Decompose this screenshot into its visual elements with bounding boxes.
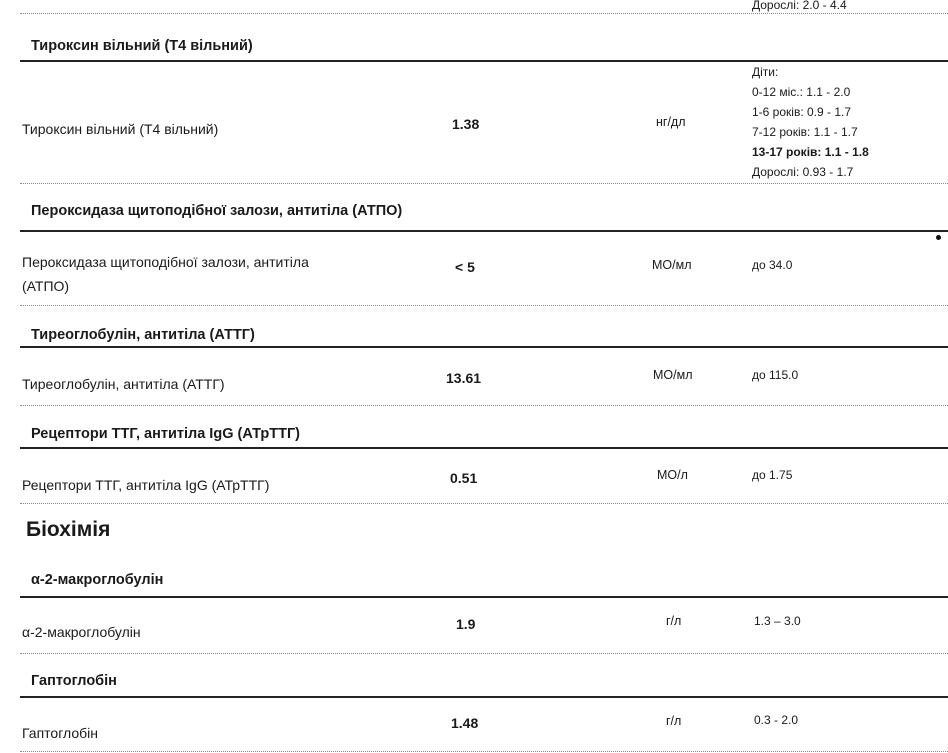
ref-line: 13-17 років: 1.1 - 1.8: [752, 145, 869, 159]
test-unit-haptoglobin: г/л: [666, 714, 682, 728]
reference-range-attg: до 115.0: [752, 368, 799, 382]
row-divider: [20, 305, 948, 306]
section-header-haptoglobin: Гаптоглобін: [31, 673, 117, 689]
row-divider: [20, 183, 948, 184]
ref-line: 7-12 років: 1.1 - 1.7: [752, 125, 858, 139]
reference-range-atpo: до 34.0: [752, 258, 793, 272]
test-unit-a2m: г/л: [666, 614, 682, 628]
section-rule: [20, 346, 948, 348]
test-value-attg: 13.61: [446, 370, 482, 386]
row-divider: [20, 13, 948, 14]
top-reference-range: Дорослі: 2.0 - 4.4: [752, 0, 847, 12]
test-name-atpo-line2: (АТПО): [22, 278, 70, 294]
test-name-a2m: α-2-макроглобулін: [22, 624, 141, 640]
test-name-atpo-line1: Пероксидаза щитоподібної залози, антитіла: [22, 254, 309, 270]
section-header-a2m: α-2-макроглобулін: [31, 572, 164, 588]
reference-range-haptoglobin: 0.3 - 2.0: [754, 713, 799, 727]
test-unit-t4: нг/дл: [656, 115, 686, 129]
test-value-haptoglobin: 1.48: [451, 715, 479, 731]
test-unit-attg: МО/мл: [653, 368, 693, 382]
test-value-a2m: 1.9: [456, 616, 476, 632]
test-name-haptoglobin: Гаптоглобін: [22, 725, 98, 741]
section-rule: [20, 447, 948, 449]
test-unit-atrttg: МО/л: [657, 468, 688, 482]
row-divider: [20, 405, 948, 406]
ref-line: 1-6 років: 0.9 - 1.7: [752, 105, 852, 119]
test-value-atrttg: 0.51: [450, 470, 478, 486]
section-header-attg: Тиреоглобулін, антитіла (АТТГ): [31, 327, 255, 343]
section-header-atpo: Пероксидаза щитоподібної залози, антитіла (АТПО): [31, 203, 403, 219]
scan-speck: [936, 235, 941, 240]
row-divider: [20, 653, 948, 654]
test-value-atpo: < 5: [455, 259, 475, 275]
reference-range-atrttg: до 1.75: [752, 468, 793, 482]
test-unit-atpo: МО/мл: [652, 258, 692, 272]
row-divider: [20, 751, 948, 752]
reference-range-t4: [752, 62, 869, 182]
ref-line: Діти:: [752, 65, 779, 79]
ref-line: 0-12 міс.: 1.1 - 2.0: [752, 85, 851, 99]
test-name-atrttg: Рецептори ТТГ, антитіла IgG (АТрТТГ): [22, 477, 270, 493]
test-name-t4: Тироксин вільний (Т4 вільний): [22, 121, 219, 137]
reference-range-a2m: 1.3 – 3.0: [754, 614, 801, 628]
section-header-atrttg: Рецептори ТТГ, антитіла IgG (АТрТТГ): [31, 426, 301, 442]
section-rule: [20, 596, 948, 598]
test-name-attg: Тиреоглобулін, антитіла (АТТГ): [22, 376, 225, 392]
category-title-biochemistry: Біохімія: [26, 518, 111, 541]
test-value-t4: 1.38: [452, 116, 480, 132]
ref-line: Дорослі: 0.93 - 1.7: [752, 165, 854, 179]
section-rule: [20, 696, 948, 698]
section-rule: [20, 230, 948, 232]
row-divider: [20, 503, 948, 504]
section-header-t4: Тироксин вільний (Т4 вільний): [31, 38, 253, 54]
